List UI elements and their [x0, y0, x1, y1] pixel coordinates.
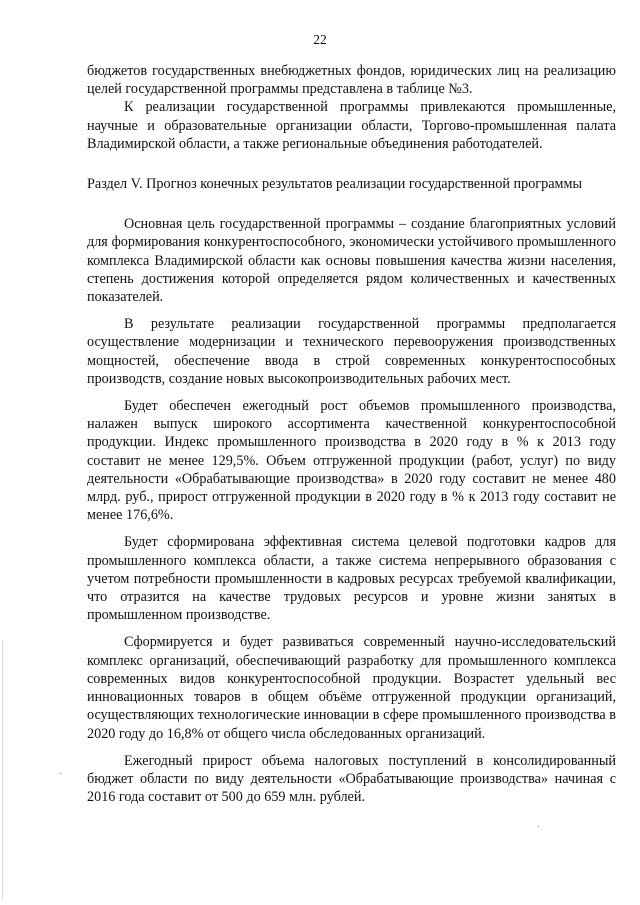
section-heading: Раздел V. Прогноз конечных результатов реализации государственной программы [87, 176, 583, 193]
scan-speck [60, 773, 61, 774]
paragraph-modernization: В результате реализации государственной программы предполагается осуществление модернизации и технического перевооружения производственных мощностей, обеспечение ввода в строй современных конкурентоспособных производств, создание новых высокопроизводительных рабочих мест. [87, 316, 616, 387]
scan-edge-line [2, 640, 3, 900]
paragraph-personnel-training: Будет сформирована эффективная система целевой подготовки кадров для промышленного комплекса области, а также система непрерывного образования с учетом потребности промышленности в кадровых ресурсах требуемой квалификации, что отразится на качестве трудовых ресурсов и уровне жизни занятых в промышленном производстве. [87, 534, 616, 624]
paragraph-production-growth: Будет обеспечен ежегодный рост объемов промышленного производства, налажен выпуск широкого ассортимента качественной конкурентоспособной продукции. Индекс промышленного производства в 2020 году в % к 2013 году составит не менее 129,5%. Объем отгруженной продукции (работ, услуг) по виду деятельности «Обрабатывающие производства» в 2020 году составит не менее 480 млрд. руб., прирост отгруженной продукции в 2020 году в % к 2013 году составит не менее 176,6%. [87, 398, 616, 524]
page-number: 22 [313, 32, 327, 47]
paragraph-tax-revenue: Ежегодный прирост объема налоговых поступлений в консолидированный бюджет области по виду деятельности «Обрабатывающие производства» начиная с 2016 года составит от 500 до 659 млн. рублей. [87, 752, 616, 806]
paragraph-main-goal: Основная цель государственной программы – создание благоприятных условий для формирования конкурентоспособного, экономически устойчивого промышленного комплекса Владимирской области как основы повышения качества жизни населения, степень достижения которой определяется рядом количественных и качественных показателей. [87, 216, 616, 306]
scan-speck [538, 826, 539, 827]
paragraph-participants: К реализации государственной программы привлекаются промышленные, научные и образовательные организации области, Торгово-промышленная палата Владимирской области, а также региональные объединения работодателей. [87, 99, 616, 152]
document-body [87, 62, 616, 806]
paragraph-continuation: бюджетов государственных внебюджетных фондов, юридических лиц на реализацию целей государственной программы представлена в таблице №3. [87, 63, 616, 98]
paragraph-research-complex: Сформируется и будет развиваться современный научно-исследовательский комплекс организаций, обеспечивающий разработку для промышленного комплекса современных видов конкурентоспособной продукции. Возрастет удельный вес инновационных товаров в общем объёме отгруженной продукции организаций, осуществляющих технологические инновации в сфере промышленного производства в 2020 году до 16,8% от общего числа обследованных организаций. [87, 634, 616, 742]
